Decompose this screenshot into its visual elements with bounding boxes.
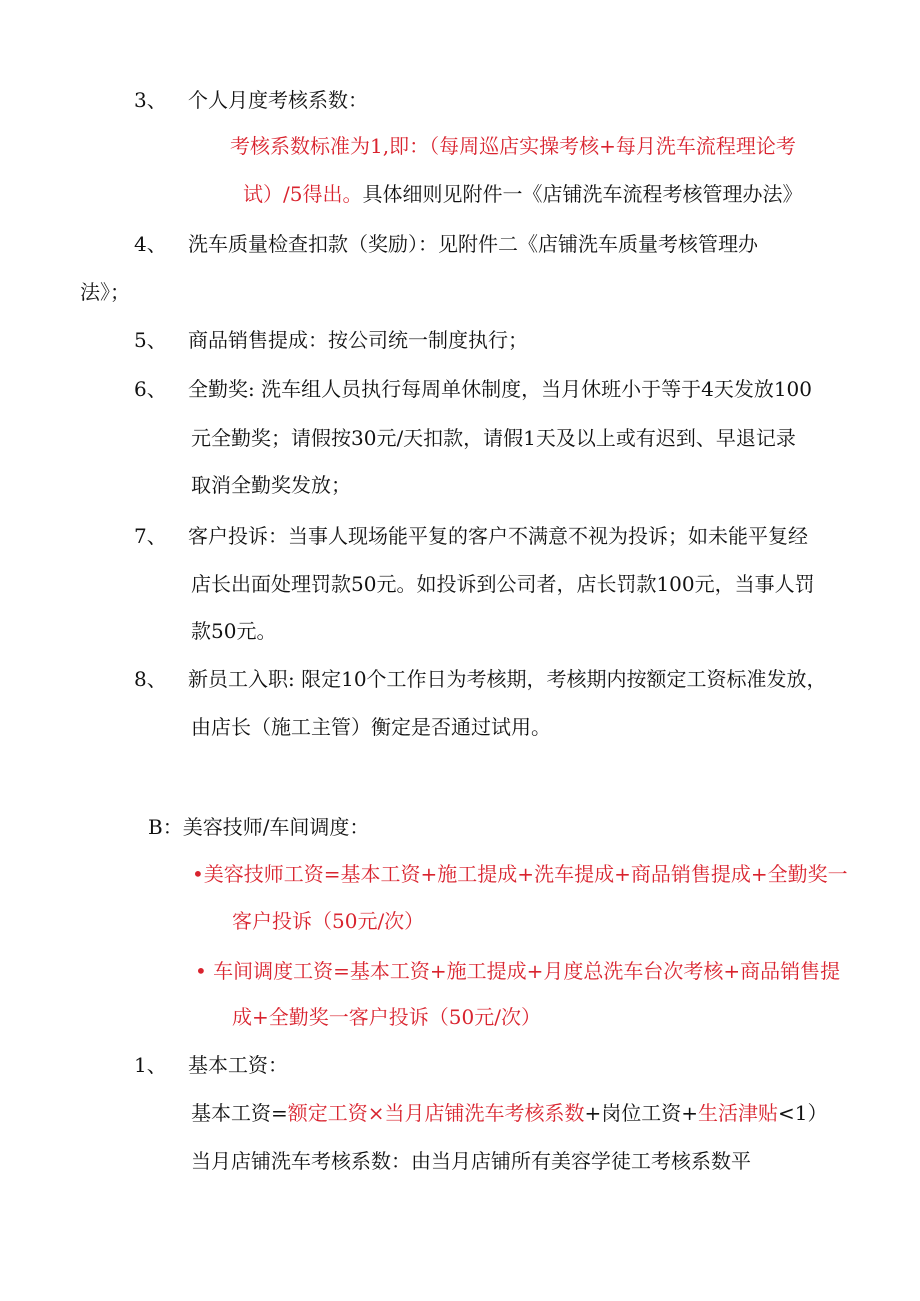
base-salary-formula — [191, 1099, 828, 1127]
item-3-line-2 — [243, 180, 802, 208]
item-5 — [134, 326, 528, 354]
item-number: 5、 — [134, 328, 167, 352]
formula-1-line-2: 客户投诉（50元/次） — [232, 909, 425, 933]
item-6-line-3: 取消全勤奖发放； — [191, 473, 351, 497]
item-4 — [134, 230, 758, 258]
item-number: 1、 — [134, 1053, 167, 1077]
formula-2-line-1: • 车间调度工资=基本工资+施工提成+月度总洗车台次考核+商品销售提 — [195, 959, 841, 983]
item-text: 商品销售提成：按公司统一制度执行； — [188, 328, 528, 352]
item-text: 洗车质量检查扣款（奖励）：见附件二《店铺洗车质量考核管理办 — [188, 232, 758, 256]
formula-part: +岗位工资+ — [584, 1101, 699, 1125]
item-number: 8、 — [134, 667, 167, 691]
formula-1-line-1: •美容技师工资=基本工资+施工提成+洗车提成+商品销售提成+全勤奖一 — [192, 862, 848, 886]
item-number: 4、 — [134, 232, 167, 256]
item-text: 基本工资： — [188, 1053, 288, 1077]
b-item-1 — [134, 1051, 288, 1079]
item-8-line-2: 由店长（施工主管）衡定是否通过试用。 — [191, 715, 551, 739]
item-text: 客户投诉：当事人现场能平复的客户不满意不视为投诉；如未能平复经 — [188, 524, 808, 548]
item-3 — [134, 86, 368, 114]
item-7-line-3: 款50元。 — [191, 619, 277, 643]
item-7 — [134, 522, 808, 550]
item-number: 7、 — [134, 524, 167, 548]
formula-part: 基本工资= — [191, 1101, 288, 1125]
item-6-line-2: 元全勤奖；请假按30元/天扣款，请假1天及以上或有迟到、早退记录 — [191, 426, 796, 450]
formula-part-red: 额定工资×当月店铺洗车考核系数 — [287, 1101, 585, 1125]
formula-part: <1） — [778, 1101, 828, 1125]
item-6 — [134, 375, 812, 403]
item-text: 新员工入职: 限定10个工作日为考核期，考核期内按额定工资标准发放， — [188, 667, 827, 691]
item-text: 全勤奖: 洗车组人员执行每周单休制度，当月休班小于等于4天发放100 — [188, 377, 812, 401]
section-b-heading: B：美容技师/车间调度： — [148, 815, 370, 839]
item-8 — [134, 665, 827, 693]
item-number: 6、 — [134, 377, 167, 401]
formula-2-line-2: 成+全勤奖一客户投诉（50元/次） — [232, 1005, 541, 1029]
item-4-continuation: 法》； — [80, 280, 130, 304]
item-number: 3、 — [134, 88, 167, 112]
formula-part-red: 生活津贴 — [698, 1101, 779, 1125]
item-7-line-2: 店长出面处理罚款50元。如投诉到公司者，店长罚款100元，当事人罚 — [191, 572, 815, 596]
item-3-black-tail: 具体细则见附件一《店铺洗车流程考核管理办法》 — [362, 182, 803, 206]
item-3-red-line-1: 考核系数标准为1,即：（每周巡店实操考核+每月洗车流程理论考 — [230, 134, 796, 158]
item-text: 个人月度考核系数： — [188, 88, 368, 112]
item-3-red-tail: 试）/5得出。 — [243, 182, 363, 206]
coefficient-note: 当月店铺洗车考核系数：由当月店铺所有美容学徒工考核系数平 — [191, 1149, 751, 1173]
